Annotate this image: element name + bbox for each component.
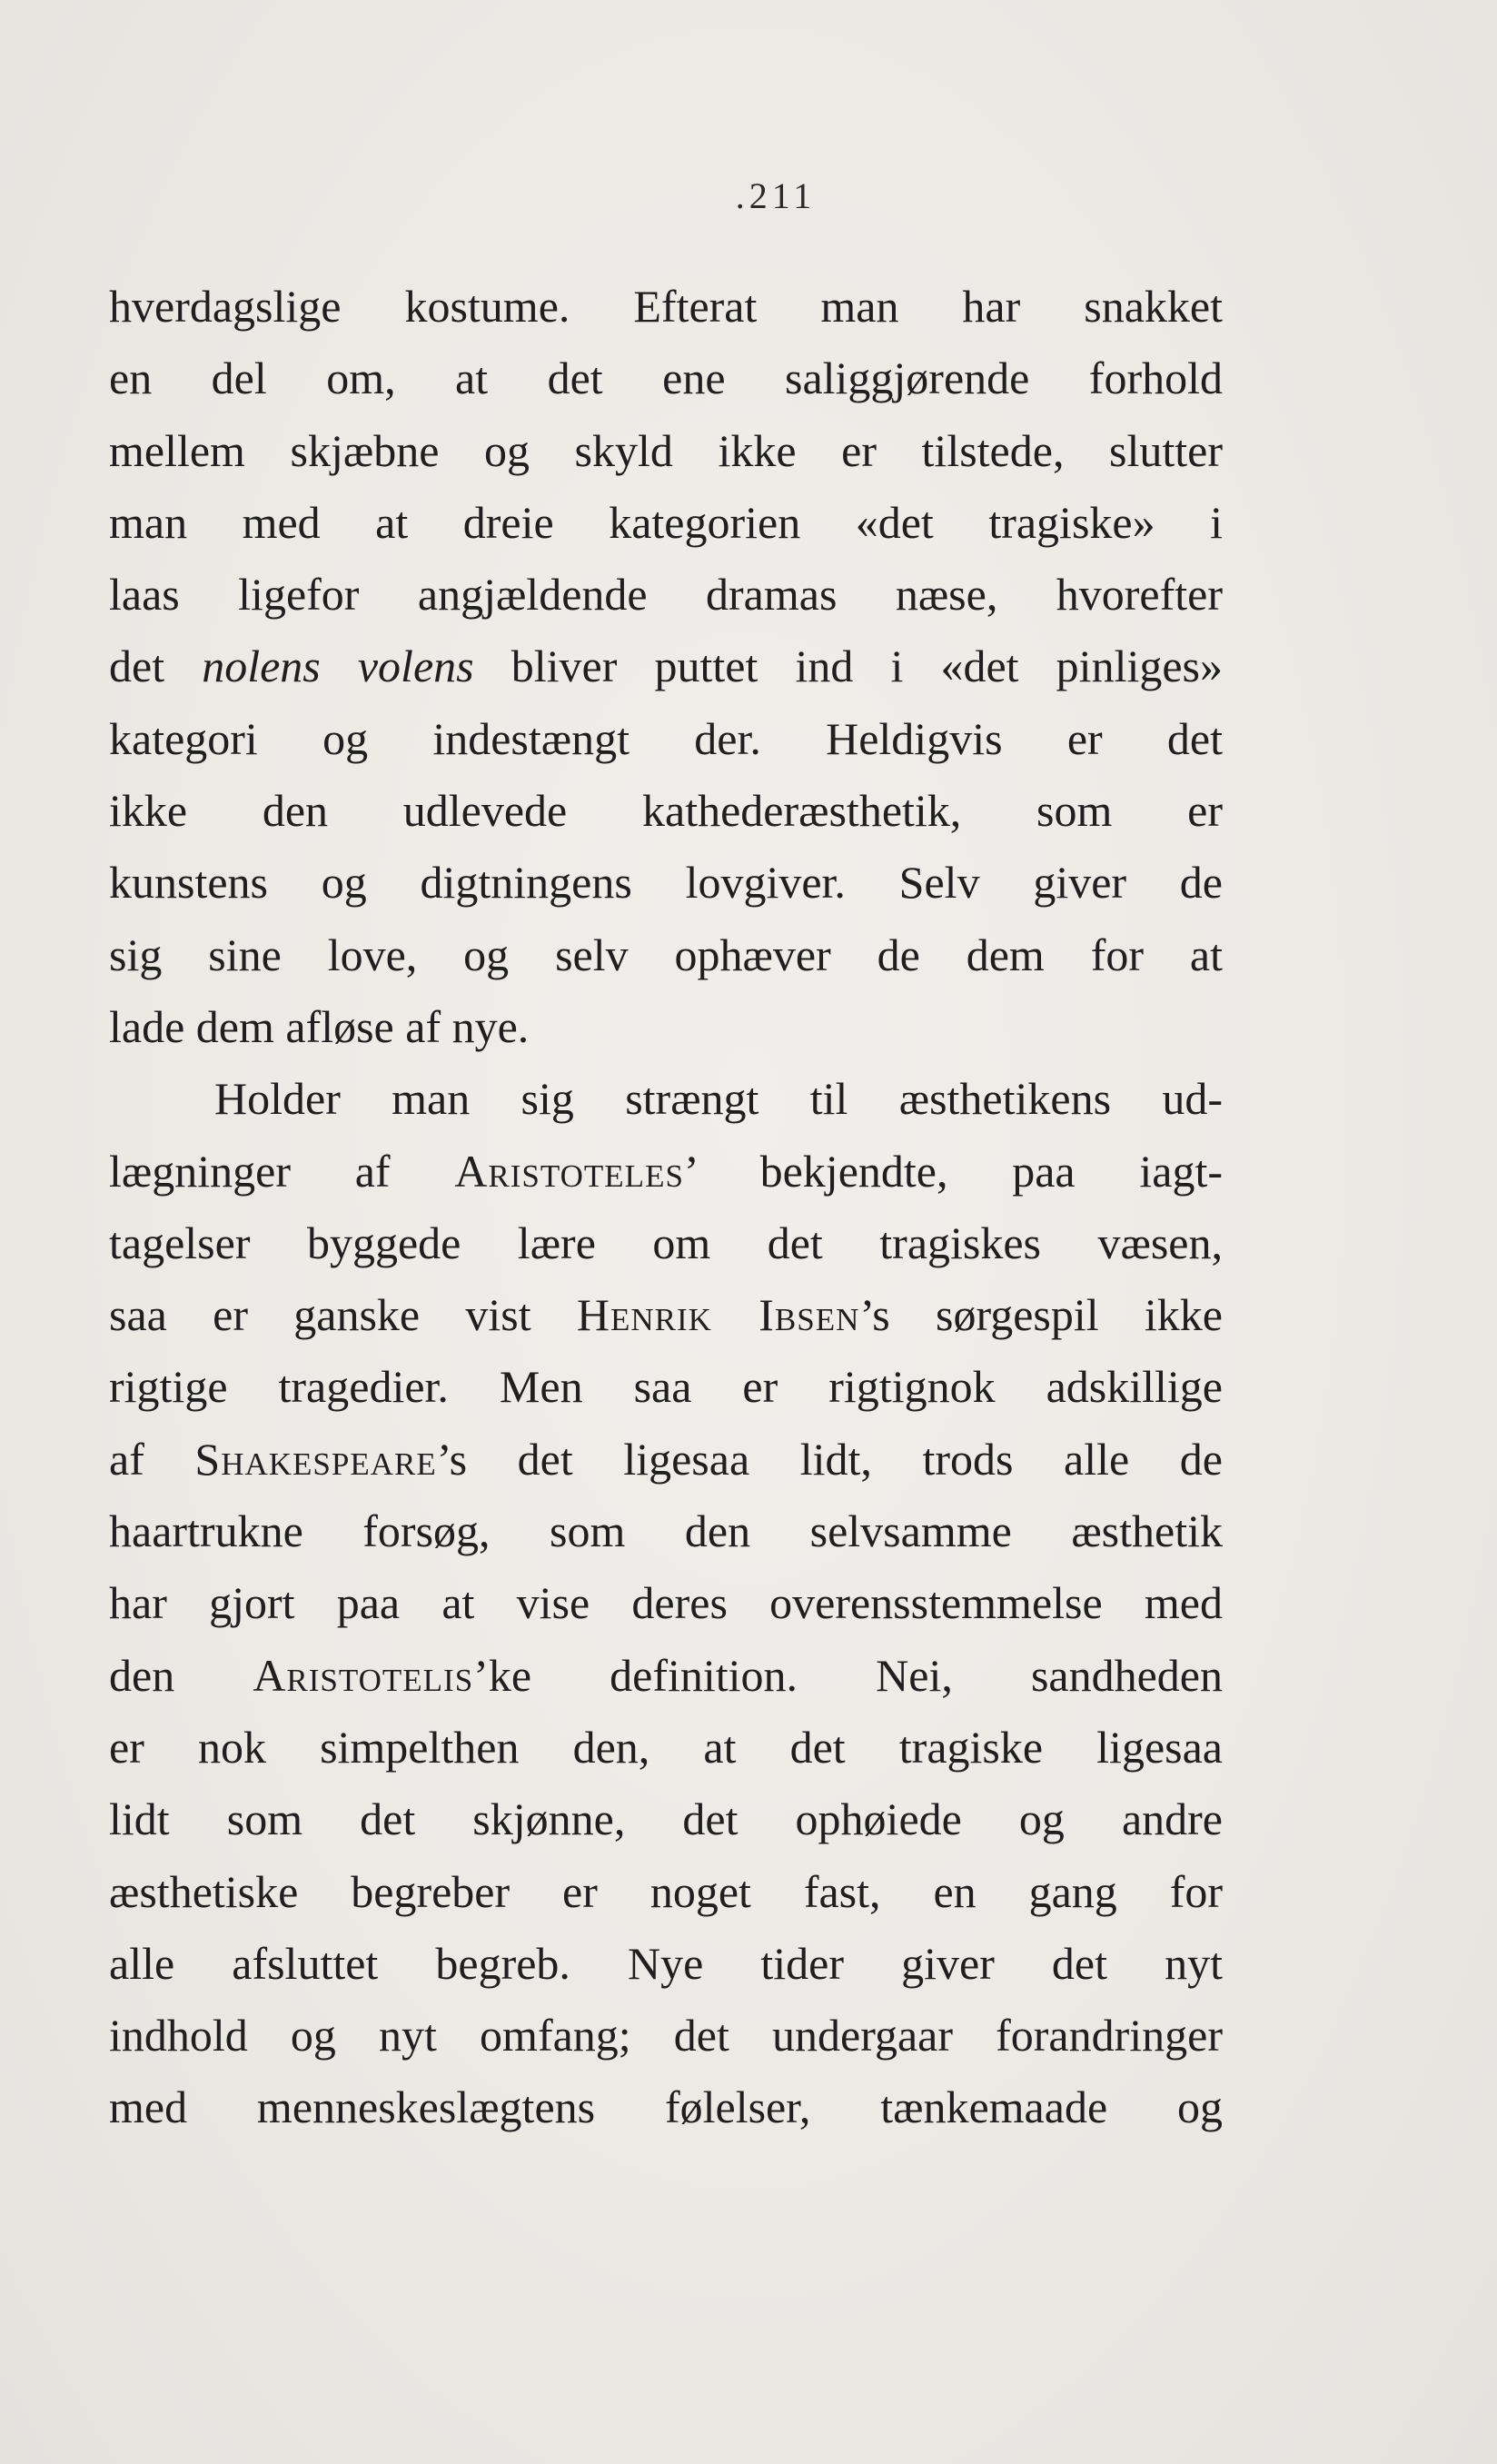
small-caps-name: Henrik Ibsen bbox=[576, 1289, 860, 1341]
small-caps-name: Aristotelis bbox=[253, 1649, 474, 1701]
text-line: mellem skjæbne og skyld ikke er tilstede, slutter bbox=[109, 424, 1223, 476]
text-line: sig sine love, og selv ophæver de dem for at bbox=[109, 929, 1223, 980]
text-line: af Shakespeare’s det ligesaa lidt, trods alle de bbox=[109, 1433, 1223, 1485]
text-line: med menneskeslægtens følelser, tænkemaade og bbox=[109, 2081, 1223, 2133]
text-line: æsthetiske begreber er noget fast, en gang for bbox=[109, 1865, 1223, 1917]
text-line: kategori og indestængt der. Heldigvis er det bbox=[109, 712, 1223, 764]
text-line: kunstens og digtningens lovgiver. Selv giver de bbox=[109, 857, 1223, 909]
italic-phrase: nolens volens bbox=[202, 641, 474, 692]
text-line: den Aristotelis’ke definition. Nei, sandheden bbox=[109, 1649, 1223, 1701]
small-caps-name: Aristoteles bbox=[454, 1145, 684, 1197]
text-line: tagelser byggede lære om det tragiskes væsen, bbox=[109, 1217, 1223, 1268]
text-line: rigtige tragedier. Men saa er rigtignok adskillige bbox=[109, 1361, 1223, 1413]
body-text bbox=[109, 271, 1223, 2144]
text-line: en del om, at det ene saliggjørende forhold bbox=[109, 353, 1223, 404]
text-line: ikke den udlevede kathederæsthetik, som er bbox=[109, 785, 1223, 837]
text-line: har gjort paa at vise deres overensstemmelse med bbox=[109, 1577, 1223, 1629]
text-line: lidt som det skjønne, det ophøiede og andre bbox=[109, 1793, 1223, 1845]
text-line: alle afsluttet begreb. Nye tider giver det nyt bbox=[109, 1937, 1223, 1989]
small-caps-name: Shakespeare bbox=[194, 1433, 437, 1485]
paragraph-end-line: lade dem afløse af nye. bbox=[109, 1000, 530, 1052]
paragraph-start-line: Holder man sig strængt til æsthetikens ud- bbox=[214, 1073, 1223, 1125]
text-line: haartrukne forsøg, som den selvsamme æsthetik bbox=[109, 1505, 1223, 1557]
text-line: saa er ganske vist Henrik Ibsen’s sørgespil ikke bbox=[109, 1289, 1223, 1341]
text-line: hverdagslige kostume. Efterat man har snakket bbox=[109, 281, 1223, 332]
page-number: .211 bbox=[735, 175, 817, 216]
text-line: laas ligefor angjældende dramas næse, hvorefter bbox=[109, 569, 1223, 621]
text-line: lægninger af Aristoteles’ bekjendte, paa iagt- bbox=[109, 1145, 1223, 1197]
text-line: man med at dreie kategorien «det tragiske» i bbox=[109, 496, 1223, 548]
text-line: det nolens volens bliver puttet ind i «det pinliges» bbox=[109, 641, 1223, 692]
text-line: er nok simpelthen den, at det tragiske ligesaa bbox=[109, 1721, 1223, 1773]
text-line: indhold og nyt omfang; det undergaar forandringer bbox=[109, 2010, 1223, 2062]
